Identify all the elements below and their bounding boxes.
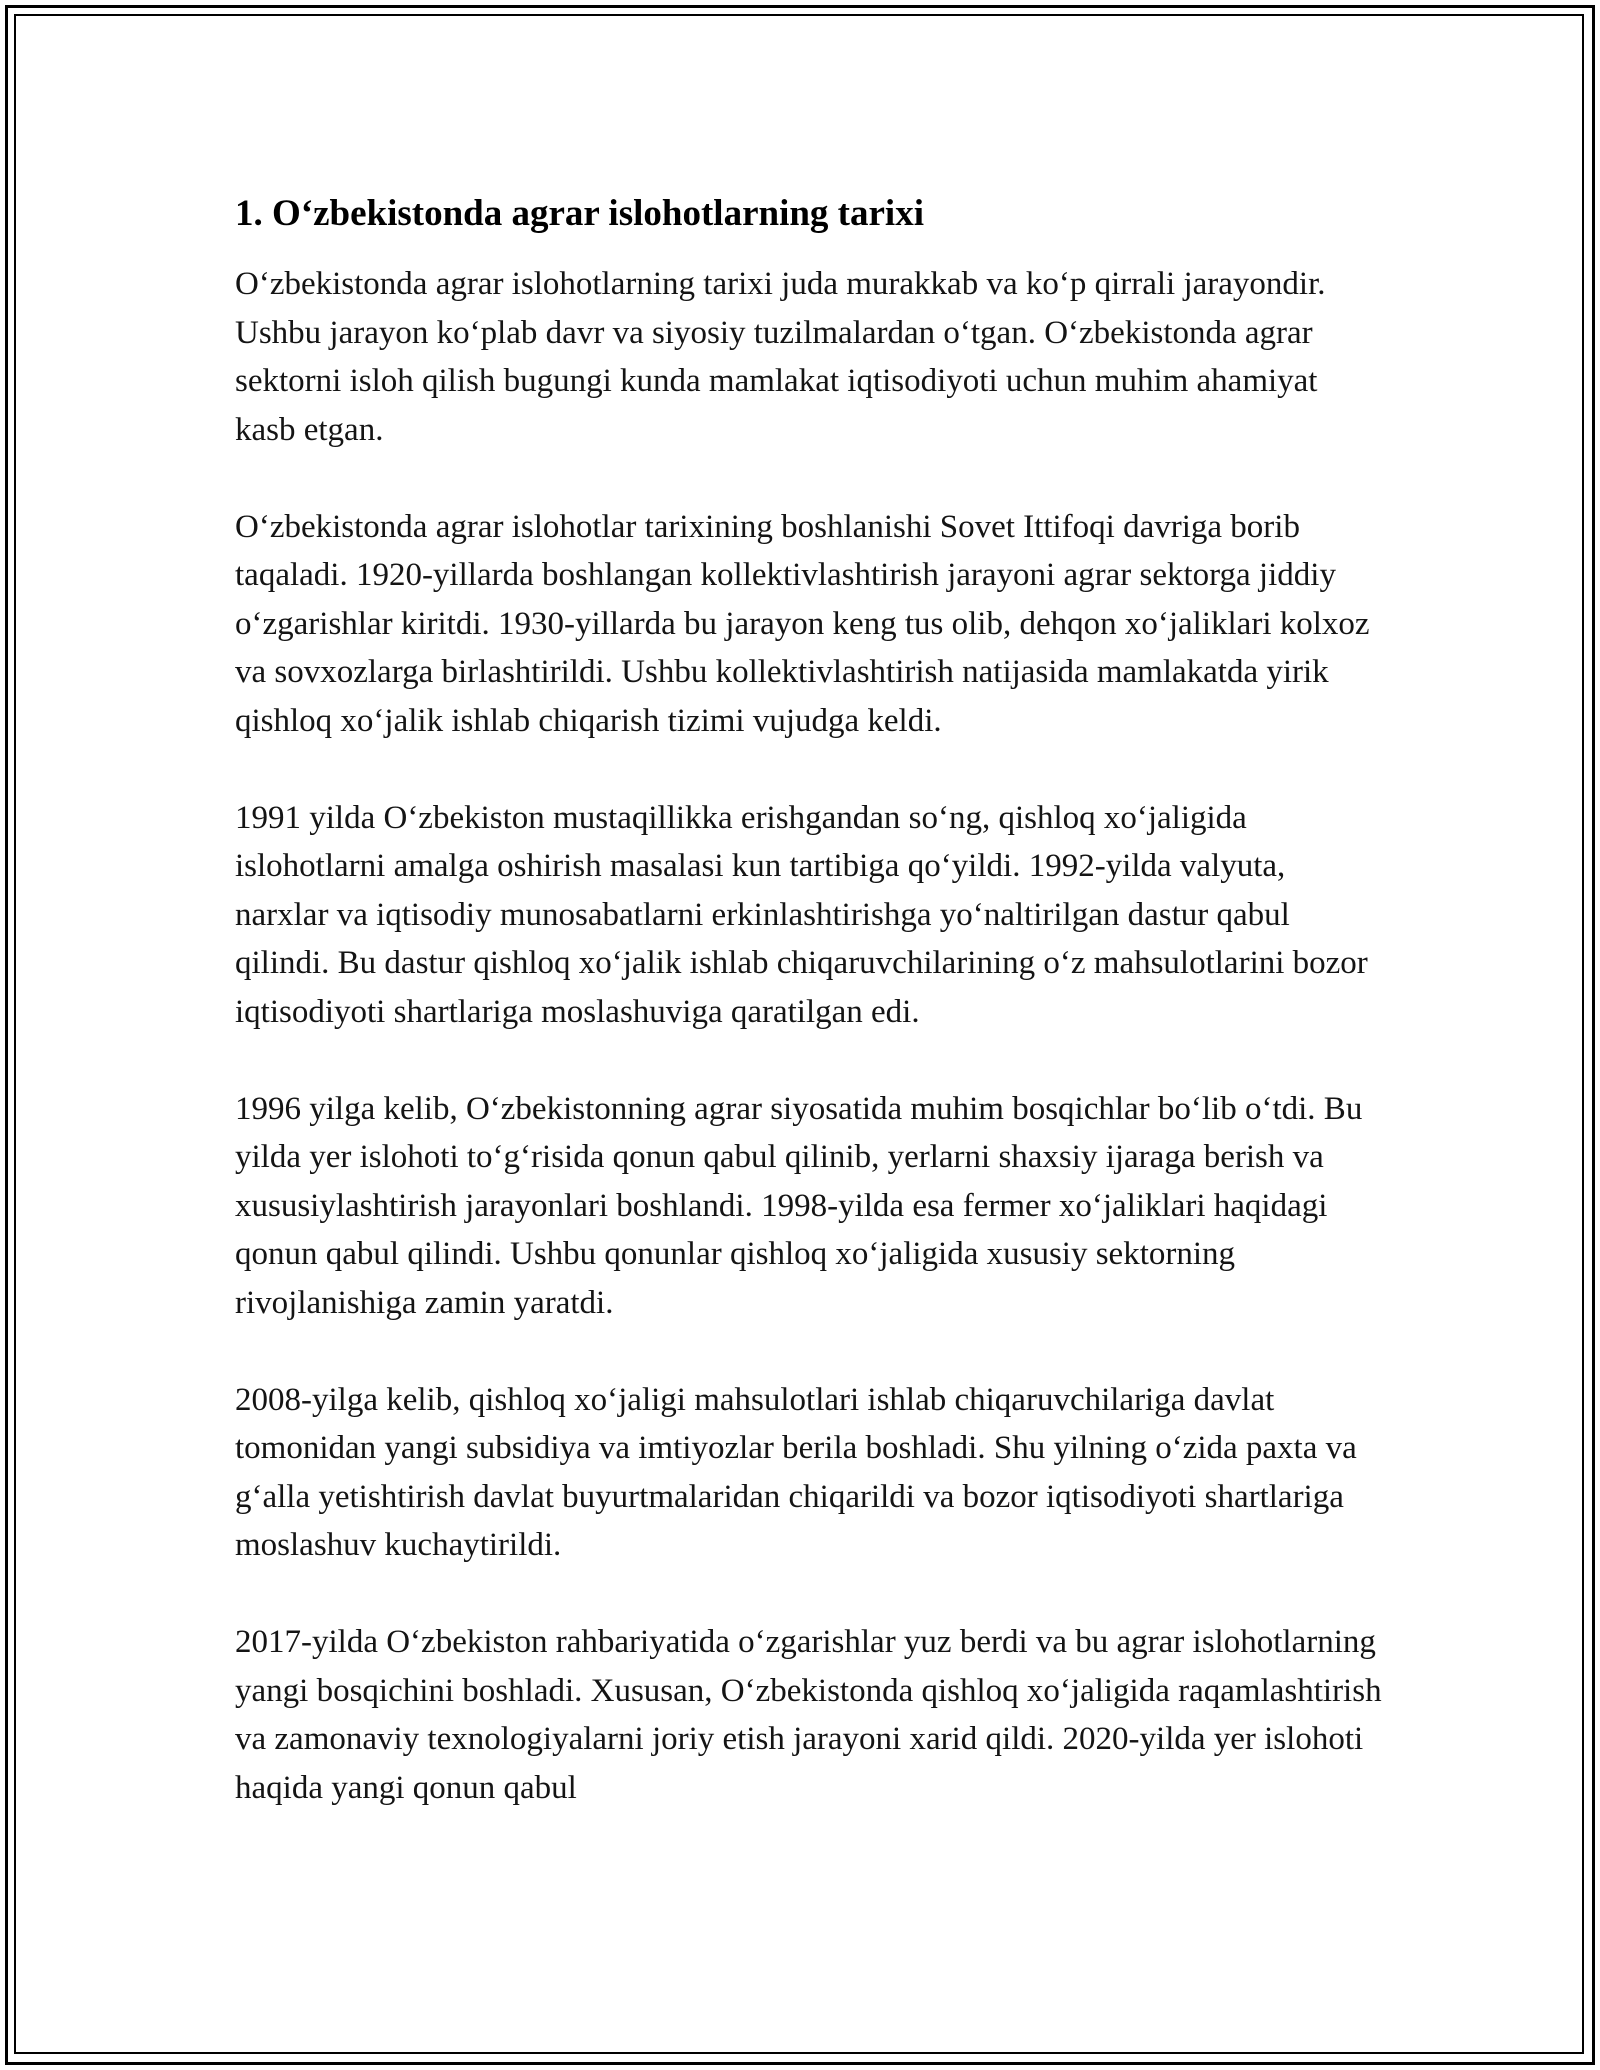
paragraph-3: 1991 yilda O‘zbekiston mustaqillikka erishgandan so‘ng, qishloq xo‘jaligida islohotlarni amalga oshirish masalasi kun tartibiga qo‘yildi. 1992-yilda valyuta, narxlar va iqtisodiy munosabatlarni erkinlashtirishga yo‘naltirilgan dastur qabul qilindi. Bu dastur qishloq xo‘jalik ishlab chiqaruvchilarining o‘z mahsulotlarini bozor iqtisodiyoti shartlariga moslashuviga qaratilgan edi. bbox=[235, 799, 1368, 1030]
section-heading: 1. O‘zbekistonda agrar islohotlarning tarixi bbox=[235, 193, 924, 234]
paragraph-2: O‘zbekistonda agrar islohotlar tarixining boshlanishi Sovet Ittifoqi davriga borib taqaladi. 1920-yillarda boshlangan kollektivlashtirish jarayoni agrar sektorga jiddiy o‘zgarishlar kiritdi. 1930-yillarda bu jarayon keng tus olib, dehqon xo‘jaliklari kolxoz va sovxozlarga birlashtirildi. Ushbu kollektivlashtirish natijasida mamlakatda yirik qishloq xo‘jalik ishlab chiqarish tizimi vujudga keldi. bbox=[235, 508, 1370, 739]
paragraph-5: 2008-yilga kelib, qishloq xo‘jaligi mahsulotlari ishlab chiqaruvchilariga davlat tomonidan yangi subsidiya va imtiyozlar berila boshladi. Shu yilning o‘zida paxta va g‘alla yetishtirish davlat buyurtmalaridan chiqarildi va bozor iqtisodiyoti shartlariga moslashuv kuchaytirildi. bbox=[235, 1381, 1357, 1563]
document-body bbox=[235, 190, 1385, 1812]
paragraph-4: 1996 yilga kelib, O‘zbekistonning agrar siyosatida muhim bosqichlar bo‘lib o‘tdi. Bu yilda yer islohoti to‘g‘risida qonun qabul qilinib, yerlarni shaxsiy ijaraga berish va xususiylashtirish jarayonlari boshlandi. 1998-yilda esa fermer xo‘jaliklari haqidagi qonun qabul qilindi. Ushbu qonunlar qishloq xo‘jaligida xususiy sektorning rivojlanishiga zamin yaratdi. bbox=[235, 1090, 1363, 1321]
paragraph-1: O‘zbekistonda agrar islohotlarning tarixi juda murakkab va ko‘p qirrali jarayondir. Ushbu jarayon ko‘plab davr va siyosiy tuzilmalardan o‘tgan. O‘zbekistonda agrar sektorni isloh qilish bugungi kunda mamlakat iqtisodiyoti uchun muhim ahamiyat kasb etgan. bbox=[235, 266, 1326, 448]
paragraph-6: 2017-yilda O‘zbekiston rahbariyatida o‘zgarishlar yuz berdi va bu agrar islohotlarning yangi bosqichini boshladi. Xususan, O‘zbekistonda qishloq xo‘jaligida raqamlashtirish va zamonaviy texnologiyalarni joriy etish jarayoni xarid qildi. 2020-yilda yer islohoti haqida yangi qonun qabul bbox=[235, 1624, 1382, 1806]
